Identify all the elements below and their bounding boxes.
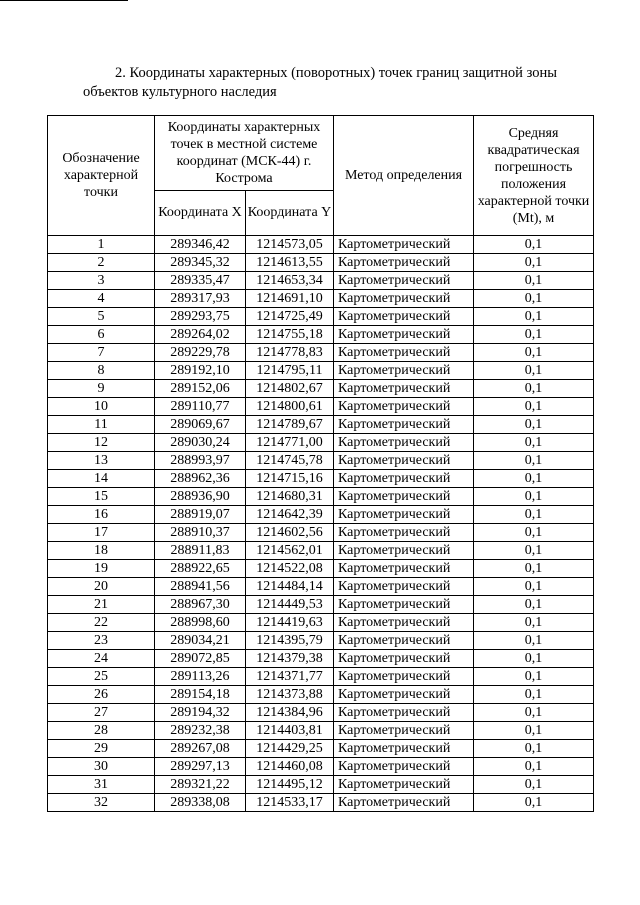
table-row [48,434,594,452]
table-body [48,236,594,812]
method-cell: Картометрический [334,758,474,776]
coord-y-cell: 1214755,18 [246,326,334,344]
method-cell: Картометрический [334,362,474,380]
table-row [48,470,594,488]
header-coordinates-group: Координаты характерных точек в местной системе координат (МСК-44) г. Кострома [155,116,334,191]
coord-y-cell: 1214484,14 [246,578,334,596]
point-number-cell: 28 [48,722,155,740]
header-method: Метод определения [334,116,474,236]
method-cell: Картометрический [334,416,474,434]
table-row [48,686,594,704]
point-number-cell: 24 [48,650,155,668]
error-cell: 0,1 [474,722,594,740]
method-cell: Картометрический [334,452,474,470]
coord-x-cell: 289321,22 [155,776,246,794]
error-cell: 0,1 [474,380,594,398]
coord-x-cell: 289232,38 [155,722,246,740]
point-number-cell: 15 [48,488,155,506]
point-number-cell: 29 [48,740,155,758]
error-cell: 0,1 [474,758,594,776]
header-point-designation: Обозначение характерной точки [48,116,155,236]
error-cell: 0,1 [474,686,594,704]
method-cell: Картометрический [334,596,474,614]
point-number-cell: 12 [48,434,155,452]
error-cell: 0,1 [474,794,594,812]
method-cell: Картометрический [334,776,474,794]
error-cell: 0,1 [474,560,594,578]
coord-y-cell: 1214495,12 [246,776,334,794]
table-row [48,506,594,524]
table-row [48,362,594,380]
coord-x-cell: 289345,32 [155,254,246,272]
method-cell: Картометрический [334,560,474,578]
table-row [48,380,594,398]
method-cell: Картометрический [334,272,474,290]
table-row [48,488,594,506]
method-cell: Картометрический [334,470,474,488]
page-top-rule [0,0,128,1]
method-cell: Картометрический [334,254,474,272]
header-coordinate-x: Координата X [155,190,246,235]
coord-y-cell: 1214795,11 [246,362,334,380]
method-cell: Картометрический [334,434,474,452]
point-number-cell: 17 [48,524,155,542]
point-number-cell: 23 [48,632,155,650]
coord-x-cell: 288993,97 [155,452,246,470]
coord-y-cell: 1214800,61 [246,398,334,416]
coord-x-cell: 289069,67 [155,416,246,434]
coord-y-cell: 1214533,17 [246,794,334,812]
coord-x-cell: 288911,83 [155,542,246,560]
method-cell: Картометрический [334,290,474,308]
coord-y-cell: 1214384,96 [246,704,334,722]
coord-x-cell: 289293,75 [155,308,246,326]
error-cell: 0,1 [474,326,594,344]
heading-line-1: 2. Координаты характерных (поворотных) точек границ защитной зоны [115,65,557,81]
coord-y-cell: 1214691,10 [246,290,334,308]
method-cell: Картометрический [334,578,474,596]
coord-x-cell: 289335,47 [155,272,246,290]
coord-y-cell: 1214429,25 [246,740,334,758]
point-number-cell: 4 [48,290,155,308]
coord-y-cell: 1214745,78 [246,452,334,470]
table-row [48,650,594,668]
method-cell: Картометрический [334,722,474,740]
table-row [48,398,594,416]
point-number-cell: 26 [48,686,155,704]
table-row [48,614,594,632]
method-cell: Картометрический [334,524,474,542]
coord-x-cell: 289317,93 [155,290,246,308]
coord-x-cell: 289346,42 [155,236,246,254]
coord-x-cell: 289192,10 [155,362,246,380]
coord-y-cell: 1214725,49 [246,308,334,326]
coord-x-cell: 288910,37 [155,524,246,542]
point-number-cell: 3 [48,272,155,290]
table-row [48,758,594,776]
coord-x-cell: 288998,60 [155,614,246,632]
method-cell: Картометрический [334,506,474,524]
error-cell: 0,1 [474,632,594,650]
coord-y-cell: 1214771,00 [246,434,334,452]
point-number-cell: 6 [48,326,155,344]
point-number-cell: 9 [48,380,155,398]
table-row [48,578,594,596]
coord-y-cell: 1214460,08 [246,758,334,776]
error-cell: 0,1 [474,452,594,470]
point-number-cell: 2 [48,254,155,272]
method-cell: Картометрический [334,794,474,812]
point-number-cell: 7 [48,344,155,362]
coord-y-cell: 1214373,88 [246,686,334,704]
point-number-cell: 30 [48,758,155,776]
coord-x-cell: 289264,02 [155,326,246,344]
error-cell: 0,1 [474,776,594,794]
coord-x-cell: 288941,56 [155,578,246,596]
coord-x-cell: 289113,26 [155,668,246,686]
coord-x-cell: 289229,78 [155,344,246,362]
method-cell: Картометрический [334,236,474,254]
heading-line-2: объектов культурного наследия [83,84,277,100]
method-cell: Картометрический [334,632,474,650]
coord-x-cell: 289267,08 [155,740,246,758]
coord-y-cell: 1214395,79 [246,632,334,650]
error-cell: 0,1 [474,650,594,668]
point-number-cell: 22 [48,614,155,632]
section-heading [83,64,583,102]
table-row [48,596,594,614]
table-row [48,722,594,740]
error-cell: 0,1 [474,470,594,488]
point-number-cell: 21 [48,596,155,614]
coord-y-cell: 1214778,83 [246,344,334,362]
error-cell: 0,1 [474,506,594,524]
table-row [48,254,594,272]
point-number-cell: 31 [48,776,155,794]
error-cell: 0,1 [474,290,594,308]
method-cell: Картометрический [334,344,474,362]
coord-y-cell: 1214653,34 [246,272,334,290]
table-row [48,542,594,560]
error-cell: 0,1 [474,668,594,686]
coord-x-cell: 289030,24 [155,434,246,452]
coord-y-cell: 1214371,77 [246,668,334,686]
error-cell: 0,1 [474,236,594,254]
method-cell: Картометрический [334,650,474,668]
error-cell: 0,1 [474,434,594,452]
error-cell: 0,1 [474,614,594,632]
table-row [48,290,594,308]
table-row [48,416,594,434]
table-row [48,632,594,650]
coord-x-cell: 289152,06 [155,380,246,398]
header-coordinate-y: Координата Y [246,190,334,235]
coord-x-cell: 289297,13 [155,758,246,776]
coord-y-cell: 1214613,55 [246,254,334,272]
point-number-cell: 25 [48,668,155,686]
point-number-cell: 16 [48,506,155,524]
table-row [48,776,594,794]
point-number-cell: 10 [48,398,155,416]
coord-y-cell: 1214680,31 [246,488,334,506]
table-row [48,704,594,722]
point-number-cell: 8 [48,362,155,380]
point-number-cell: 18 [48,542,155,560]
coord-y-cell: 1214802,67 [246,380,334,398]
point-number-cell: 5 [48,308,155,326]
coord-y-cell: 1214449,53 [246,596,334,614]
point-number-cell: 13 [48,452,155,470]
coord-y-cell: 1214522,08 [246,560,334,578]
error-cell: 0,1 [474,542,594,560]
coord-y-cell: 1214602,56 [246,524,334,542]
coord-y-cell: 1214562,01 [246,542,334,560]
error-cell: 0,1 [474,524,594,542]
error-cell: 0,1 [474,740,594,758]
coord-x-cell: 289110,77 [155,398,246,416]
method-cell: Картометрический [334,326,474,344]
point-number-cell: 27 [48,704,155,722]
point-number-cell: 32 [48,794,155,812]
table-row [48,740,594,758]
coord-y-cell: 1214715,16 [246,470,334,488]
table-row [48,308,594,326]
error-cell: 0,1 [474,704,594,722]
table-row [48,668,594,686]
point-number-cell: 19 [48,560,155,578]
error-cell: 0,1 [474,398,594,416]
coord-y-cell: 1214573,05 [246,236,334,254]
header-mean-error: Средняя квадратическая погрешность положения характерной точки (Mt), м [474,116,594,236]
coord-x-cell: 288967,30 [155,596,246,614]
method-cell: Картометрический [334,380,474,398]
coord-y-cell: 1214789,67 [246,416,334,434]
point-number-cell: 11 [48,416,155,434]
coord-y-cell: 1214642,39 [246,506,334,524]
error-cell: 0,1 [474,596,594,614]
point-number-cell: 1 [48,236,155,254]
coord-x-cell: 289154,18 [155,686,246,704]
coord-x-cell: 288919,07 [155,506,246,524]
coord-y-cell: 1214379,38 [246,650,334,668]
method-cell: Картометрический [334,614,474,632]
coord-y-cell: 1214419,63 [246,614,334,632]
method-cell: Картометрический [334,308,474,326]
table-row [48,560,594,578]
coord-x-cell: 288962,36 [155,470,246,488]
coord-x-cell: 288922,65 [155,560,246,578]
coord-y-cell: 1214403,81 [246,722,334,740]
error-cell: 0,1 [474,488,594,506]
method-cell: Картометрический [334,704,474,722]
table-row [48,326,594,344]
table-row [48,272,594,290]
coordinates-table [47,115,594,812]
error-cell: 0,1 [474,308,594,326]
method-cell: Картометрический [334,542,474,560]
method-cell: Картометрический [334,668,474,686]
error-cell: 0,1 [474,344,594,362]
error-cell: 0,1 [474,254,594,272]
table-row [48,452,594,470]
table-row [48,236,594,254]
table-row [48,794,594,812]
error-cell: 0,1 [474,272,594,290]
coord-x-cell: 289034,21 [155,632,246,650]
error-cell: 0,1 [474,362,594,380]
coord-x-cell: 289072,85 [155,650,246,668]
error-cell: 0,1 [474,578,594,596]
point-number-cell: 20 [48,578,155,596]
point-number-cell: 14 [48,470,155,488]
table-row [48,524,594,542]
coord-x-cell: 289338,08 [155,794,246,812]
method-cell: Картометрический [334,686,474,704]
table-row [48,344,594,362]
error-cell: 0,1 [474,416,594,434]
coord-x-cell: 288936,90 [155,488,246,506]
method-cell: Картометрический [334,398,474,416]
coord-x-cell: 289194,32 [155,704,246,722]
method-cell: Картометрический [334,488,474,506]
method-cell: Картометрический [334,740,474,758]
